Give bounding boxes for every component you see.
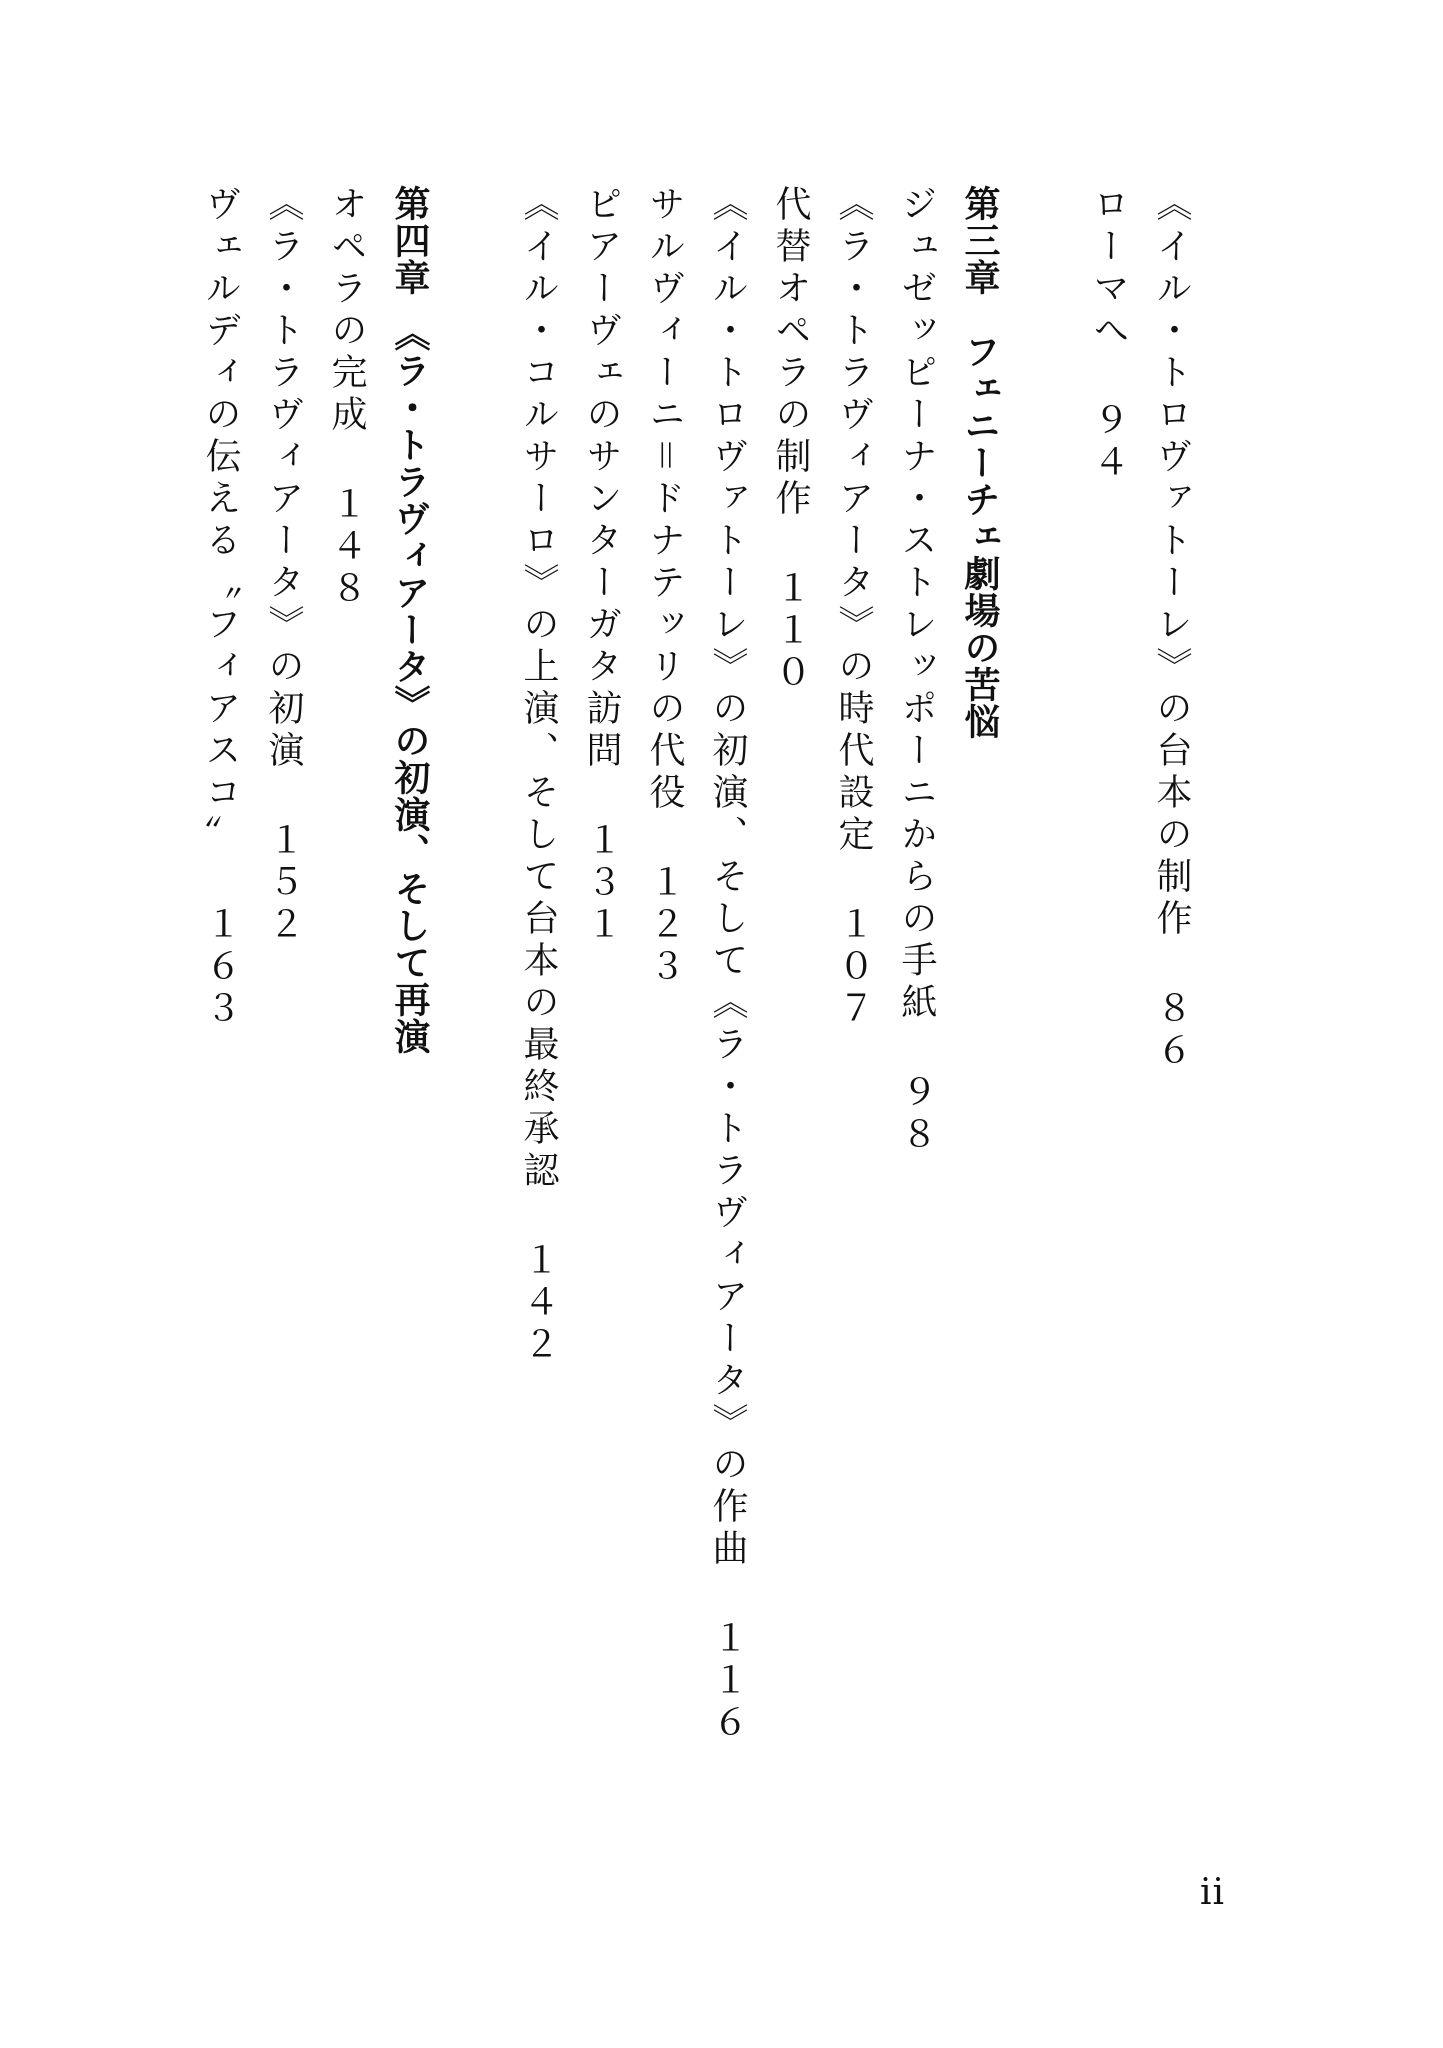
toc-entry-page: ９４: [1088, 401, 1129, 485]
toc-entry-title: 《イル・トロヴァトーレ》の初演、そして《ラ・トラヴィアータ》の作曲: [707, 185, 748, 1571]
toc-entry-page: １１６: [707, 1619, 748, 1745]
toc-entry-page: １４８: [326, 485, 367, 611]
toc-entry-substitute-opera[interactable]: [759, 185, 822, 1905]
toc-entry-title: 《ラ・トラヴィアータ》の時代設定: [833, 185, 874, 857]
chapter-heading-3[interactable]: 第三章 フェニーチェ劇場の苦悩: [959, 185, 1000, 740]
toc-entry-traviata-premiere[interactable]: [252, 185, 315, 1905]
section-gap: [1011, 185, 1077, 1905]
toc-entry-title: サルヴィーニ＝ドナテッリの代役: [644, 185, 685, 815]
toc-entry-opera-completion[interactable]: [315, 185, 378, 1905]
toc-entry-page: １２３: [644, 863, 685, 989]
toc-entry-to-rome[interactable]: [1077, 185, 1140, 1905]
toc-entry-salvini-donatelli[interactable]: [633, 185, 696, 1905]
toc-entry-piave-visit[interactable]: [570, 185, 633, 1905]
toc-entry-page: ８６: [1151, 989, 1192, 1073]
toc-entry-verdi-fiasco[interactable]: [189, 185, 252, 1905]
toc-entry-page: １１０: [770, 569, 811, 695]
table-of-contents: [189, 185, 1203, 1905]
toc-entry-page: １６３: [200, 905, 241, 1031]
toc-entry-title: ピアーヴェのサンターガタ訪問: [581, 185, 622, 773]
toc-entry-page: １５２: [263, 821, 304, 947]
toc-entry-title: ローマへ: [1088, 185, 1129, 353]
toc-entry-title: 代替オペラの制作: [770, 185, 811, 521]
chapter-heading-4[interactable]: 第四章 《ラ・トラヴィアータ》の初演、そして再演: [389, 185, 430, 1055]
page-number: ii: [1199, 1872, 1225, 1913]
toc-entry-title: オペラの完成: [326, 185, 367, 437]
toc-entry-page: １４２: [518, 1241, 559, 1367]
toc-entry-page: １３１: [581, 821, 622, 947]
toc-entry-title: ジュゼッピーナ・ストレッポーニからの手紙: [896, 185, 937, 1025]
toc-entry-trovatore-premiere[interactable]: [696, 185, 759, 1905]
toc-entry-traviata-setting[interactable]: [822, 185, 885, 1905]
toc-entry-title: 《ラ・トラヴィアータ》の初演: [263, 185, 304, 773]
toc-entry-page: １０７: [833, 905, 874, 1031]
toc-entry-il-trovatore-libretto[interactable]: [1140, 185, 1203, 1905]
section-gap: [441, 185, 507, 1905]
toc-entry-title: 《イル・コルサーロ》の上演、そして台本の最終承認: [518, 185, 559, 1193]
toc-entry-title: ヴェルディの伝える〝フィアスコ〟: [200, 185, 241, 857]
toc-entry-strepponi-letter[interactable]: [885, 185, 948, 1905]
toc-entry-page: ９８: [896, 1073, 937, 1157]
toc-entry-corsaro-performance[interactable]: [507, 185, 570, 1905]
toc-entry-title: 《イル・トロヴァトーレ》の台本の制作: [1151, 185, 1192, 941]
